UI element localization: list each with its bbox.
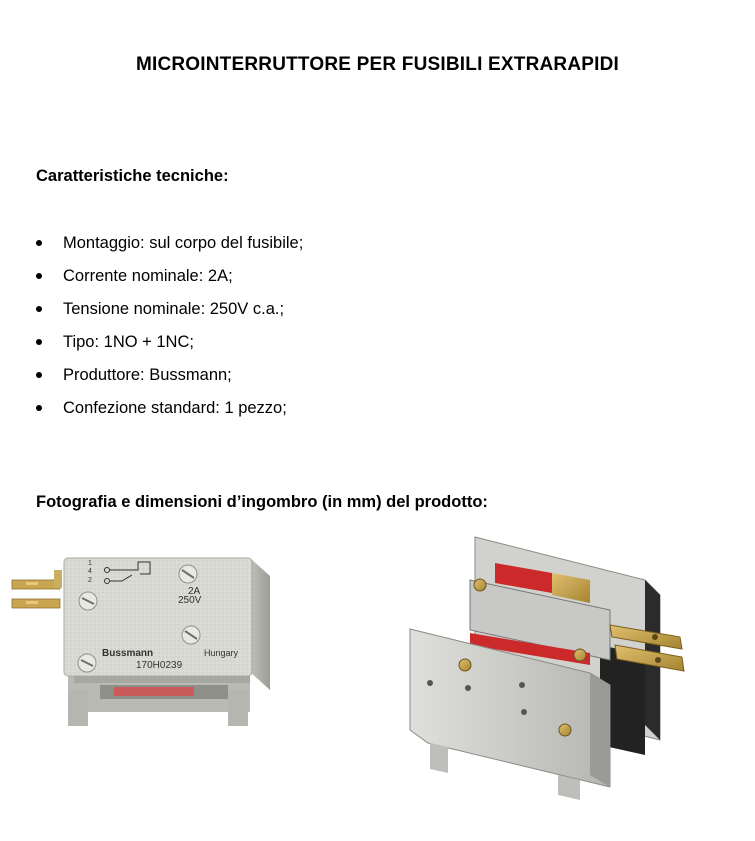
- terminal-label: 2: [88, 577, 92, 584]
- bullet-icon: [36, 372, 42, 378]
- spec-text: Produttore: Bussmann;: [63, 366, 232, 384]
- rating-label: 2A: [188, 586, 201, 597]
- voltage-label: 250V: [178, 595, 202, 606]
- brand-label: Bussmann: [102, 648, 154, 659]
- spec-text: Confezione standard: 1 pezzo;: [63, 399, 287, 417]
- origin-label: Hungary: [204, 648, 239, 658]
- specs-heading: Caratteristiche tecniche:: [36, 167, 229, 185]
- part-number-label: 170H0239: [136, 660, 183, 671]
- product-photo-front: [10, 540, 285, 740]
- spec-text: Montaggio: sul corpo del fusibile;: [63, 234, 304, 252]
- terminal-icon: [12, 570, 62, 608]
- terminal-label: 1: [88, 560, 92, 567]
- photo-heading: Fotografia e dimensioni d’ingombro (in mm) del prodotto:: [36, 493, 488, 511]
- bullet-icon: [36, 306, 42, 312]
- bullet-icon: [36, 339, 42, 345]
- spec-text: Tensione nominale: 250V c.a.;: [63, 300, 285, 318]
- page-title: MICROINTERRUTTORE PER FUSIBILI EXTRARAPIDI: [135, 54, 620, 75]
- spec-text: Corrente nominale: 2A;: [63, 267, 233, 285]
- bullet-icon: [36, 240, 42, 246]
- terminal-label: 4: [88, 568, 92, 575]
- bullet-icon: [36, 405, 42, 411]
- product-render-3d: [290, 525, 750, 805]
- spec-text: Tipo: 1NO + 1NC;: [63, 333, 194, 351]
- bullet-icon: [36, 273, 42, 279]
